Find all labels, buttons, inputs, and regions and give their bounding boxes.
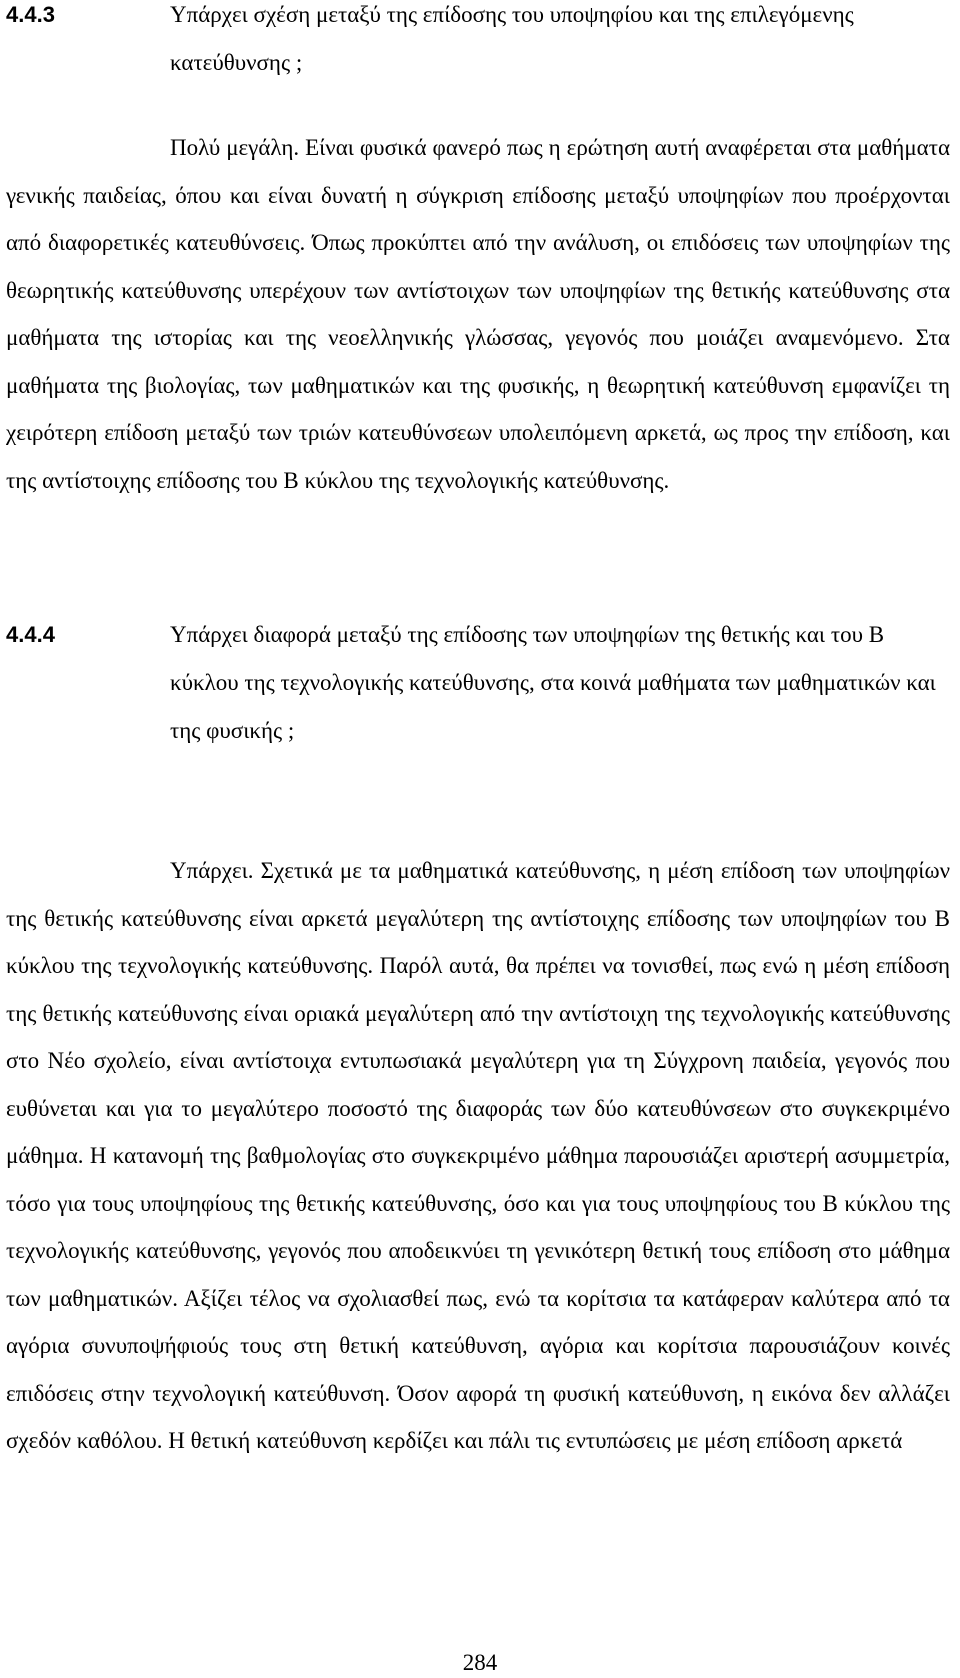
section-number: 4.4.4 <box>6 622 55 647</box>
page-number: 284 <box>462 1650 498 1675</box>
paragraph-4-4-4: Υπάρχει. Σχετικά με τα μαθηματικά κατεύθυνσης, η μέση επίδοση των υποψηφίων της θετικής κατεύθυνσης είναι αρκετά μεγαλύτερη της αντίστοιχης επίδοσης των υποψηφίων του Β κύκλου της τεχνολογικής κατεύθυνσης. Παρόλ αυτά, θα πρέπει να τονισθεί, πως ενώ η μέση επίδοση της θετικής κατεύθυνσης είναι οριακά μεγαλύτερη από την αντίστοιχη της τεχνολογικής κατεύθυνσης στο Νέο σχολείο, είναι αντίστοιχα εντυπωσιακά μεγαλύτερη για τη Σύγχρονη παιδεία, γεγονός που ευθύνεται και για το μεγαλύτερο ποσοστό της διαφοράς των δύο κατευθύνσεων στο συγκεκριμένο μάθημα. Η κατανομή της βαθμολογίας στο συγκεκριμένο μάθημα παρουσιάζει αριστερή ασυμμετρία, τόσο για τους υποψηφίους της θετικής κατεύθυνσης, όσο και για τους υποψηφίους του Β κύκλου της τεχνολογικής κατεύθυνσης, γεγονός που αποδεικνύει τη γενικότερη θετική τους επίδοση στο μάθημα των μαθηματικών. Αξίζει τέλος να σχολιασθεί πως, ενώ τα κορίτσια τα κατάφεραν καλύτερα από τα αγόρια συνυποψήφιούς τους στη θετική κατεύθυνση, αγόρια και κορίτσια παρουσιάζουν κοινές επιδόσεις στην τεχνολογική κατεύθυνση. Όσον αφορά τη φυσική κατεύθυνση, η εικόνα δεν αλλάζει σχεδόν καθόλου. Η θετική κατεύθυνση κερδίζει και πάλι τις εντυπώσεις με μέση επίδοση αρκετά <box>6 858 950 1453</box>
section-heading-4-4-3 <box>6 0 946 87</box>
section-number: 4.4.3 <box>6 2 55 27</box>
section-title: Υπάρχει διαφορά μεταξύ της επίδοσης των υποψηφίων της θετικής και του Β κύκλου της τεχνολογικής κατεύθυνσης, στα κοινά μαθήματα των μαθηματικών και της φυσικής ; <box>170 622 936 743</box>
section-title: Υπάρχει σχέση μεταξύ της επίδοσης του υποψηφίου και της επιλεγόμενης κατεύθυνσης ; <box>170 2 854 75</box>
section-heading-4-4-4 <box>6 611 946 755</box>
paragraph-4-4-3: Πολύ μεγάλη. Είναι φυσικά φανερό πως η ερώτηση αυτή αναφέρεται στα μαθήματα γενικής παιδείας, όπου και είναι δυνατή η σύγκριση επίδοσης μεταξύ υποψηφίων που προέρχονται από διαφορετικές κατευθύνσεις. Όπως προκύπτει από την ανάλυση, οι επιδόσεις των υποψηφίων της θεωρητικής κατεύθυνσης υπερέχουν των αντίστοιχων των υποψηφίων της θετικής κατεύθυνσης στα μαθήματα της ιστορίας και της νεοελληνικής γλώσσας, γεγονός που μοιάζει αναμενόμενο. Στα μαθήματα της βιολογίας, των μαθηματικών και της φυσικής, η θεωρητική κατεύθυνση εμφανίζει τη χειρότερη επίδοση μεταξύ των τριών κατευθύνσεων υπολειπόμενη αρκετά, ως προς την επίδοση, και της αντίστοιχης επίδοσης του Β κύκλου της τεχνολογικής κατεύθυνσης. <box>6 135 950 493</box>
